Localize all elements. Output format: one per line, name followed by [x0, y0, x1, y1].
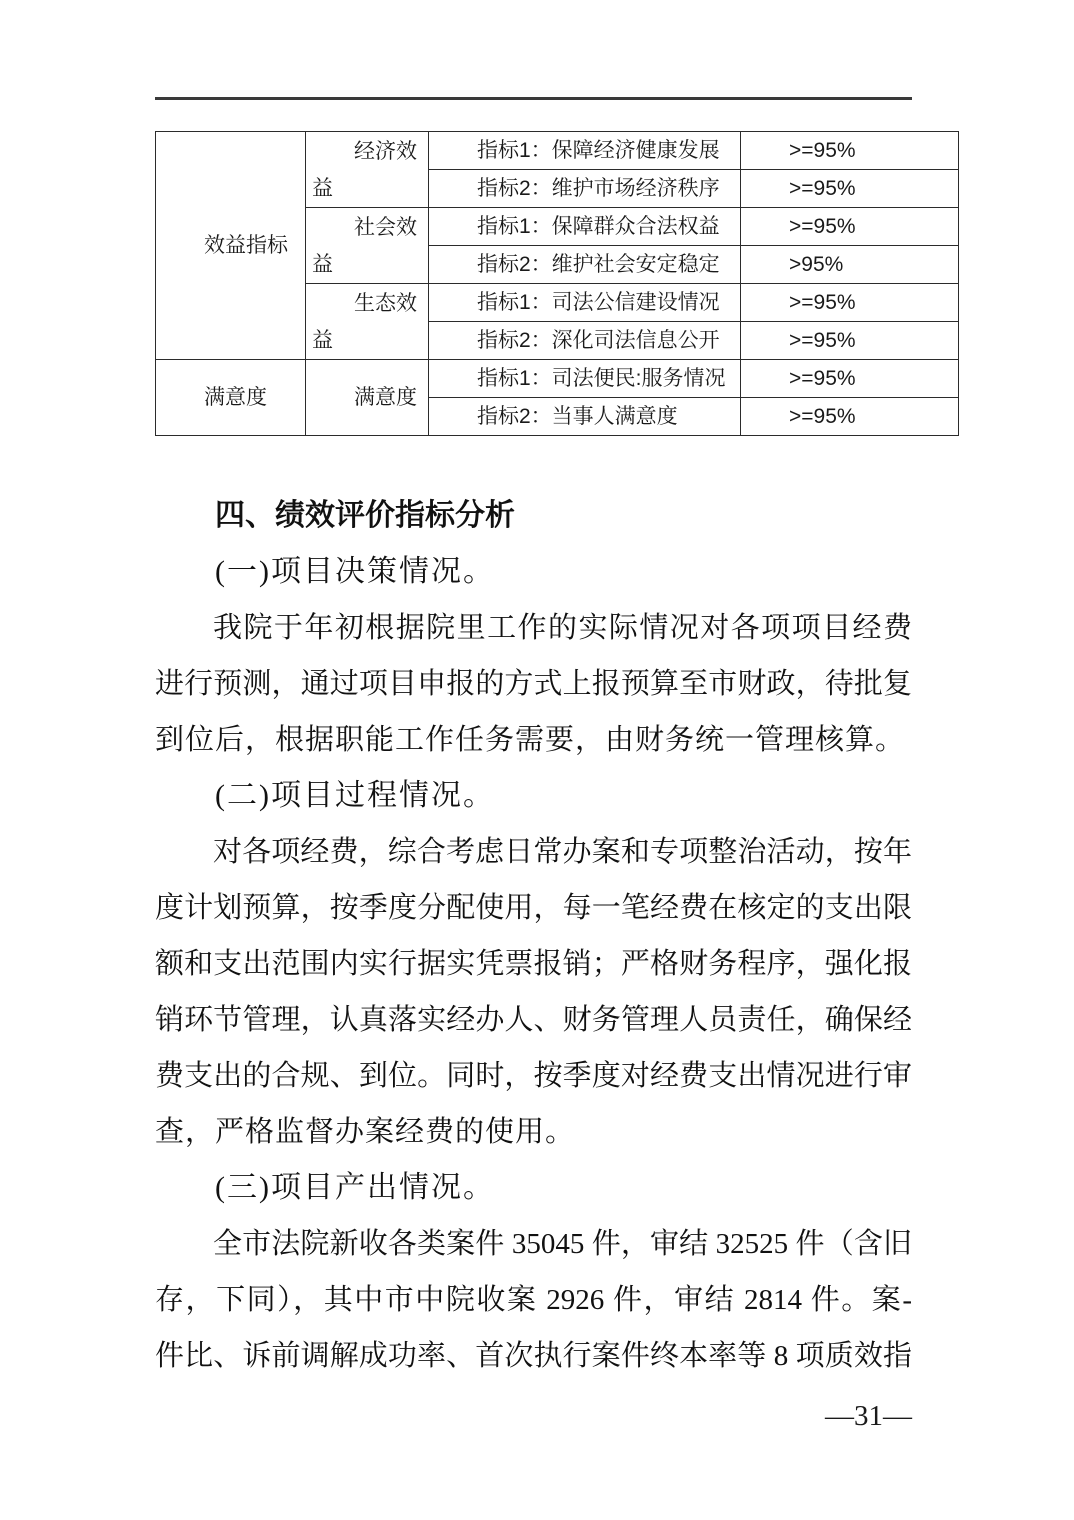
- indicator-cell: 指标2：当事人满意度: [429, 398, 741, 436]
- target-cell: >=95%: [741, 208, 959, 246]
- target-cell: >=95%: [741, 322, 959, 360]
- paragraph-line: 存，下同），其中市中院收案 2926 件，审结 2814 件。案-: [155, 1284, 912, 1316]
- target-cell: >=95%: [741, 398, 959, 436]
- target-cell: >=95%: [741, 170, 959, 208]
- target-cell: >=95%: [741, 132, 959, 170]
- subcategory-cell-economic: 经济效益: [306, 132, 429, 208]
- indicator-cell: 指标2：维护社会安定稳定: [429, 246, 741, 284]
- paragraph-line: 到位后，根据职能工作任务需要，由财务统一管理核算。: [155, 724, 906, 756]
- indicator-cell: 指标1：保障经济健康发展: [429, 132, 741, 170]
- paragraph-line: 对各项经费，综合考虑日常办案和专项整治活动，按年: [213, 836, 912, 868]
- paragraph-line: 进行预测，通过项目申报的方式上报预算至市财政，待批复: [155, 668, 912, 700]
- paragraph-line: 度计划预算，按季度分配使用，每一笔经费在核定的支出限: [155, 892, 912, 924]
- indicator-cell: 指标1：司法便民:服务情况: [429, 360, 741, 398]
- paragraph-line: 我院于年初根据院里工作的实际情况对各项项目经费: [213, 612, 912, 644]
- body-text: [155, 488, 912, 1384]
- category-cell-benefit: 效益指标: [156, 132, 306, 360]
- indicator-cell: 指标1：司法公信建设情况: [429, 284, 741, 322]
- indicator-cell: 指标1：保障群众合法权益: [429, 208, 741, 246]
- subsection-title-2: (二)项目过程情况。: [215, 779, 495, 812]
- indicator-cell: 指标2：深化司法信息公开: [429, 322, 741, 360]
- paragraph-line: 全市法院新收各类案件 35045 件，审结 32525 件（含旧: [213, 1228, 912, 1260]
- paragraph-line: 销环节管理，认真落实经办人、财务管理人员责任，确保经: [155, 1004, 912, 1036]
- indicator-table: [155, 131, 959, 436]
- header-rule: [155, 97, 912, 100]
- subsection-title-3: (三)项目产出情况。: [215, 1171, 495, 1204]
- paragraph-line: 件比、诉前调解成功率、首次执行案件终本率等 8 项质效指: [155, 1340, 912, 1372]
- paragraph-line: 额和支出范围内实行据实凭票报销；严格财务程序，强化报: [155, 948, 912, 980]
- page-number: —31—: [825, 1400, 912, 1432]
- target-cell: >=95%: [741, 284, 959, 322]
- subcategory-cell-ecological: 生态效益: [306, 284, 429, 360]
- table-row: [156, 360, 959, 398]
- target-cell: >95%: [741, 246, 959, 284]
- subcategory-cell-social: 社会效益: [306, 208, 429, 284]
- paragraph-line: 费支出的合规、到位。同时，按季度对经费支出情况进行审: [155, 1060, 912, 1092]
- indicator-cell: 指标2：维护市场经济秩序: [429, 170, 741, 208]
- category-cell-satisfaction: 满意度: [156, 360, 306, 436]
- target-cell: >=95%: [741, 360, 959, 398]
- section-heading: 四、绩效评价指标分析: [215, 499, 515, 532]
- table-row: [156, 132, 959, 170]
- subsection-title-1: (一)项目决策情况。: [215, 555, 495, 588]
- subcategory-cell-satisfaction: 满意度: [306, 360, 429, 436]
- paragraph-line: 查，严格监督办案经费的使用。: [155, 1116, 576, 1148]
